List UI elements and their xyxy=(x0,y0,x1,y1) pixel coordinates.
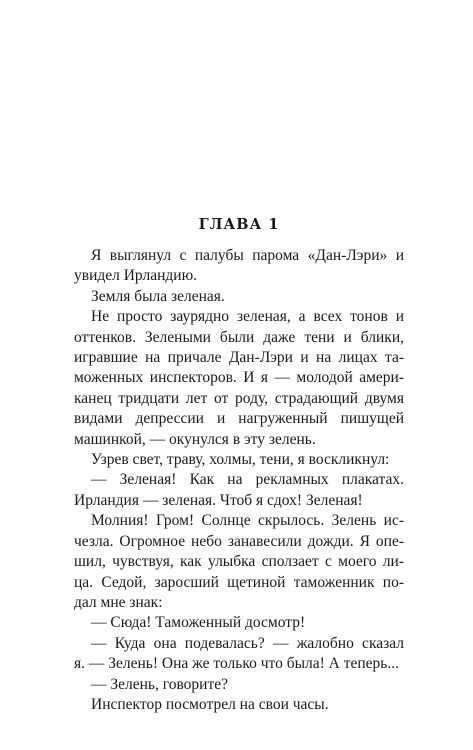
text-line: моженных инспекторов. И я — молодой амери- xyxy=(74,369,404,387)
paragraph xyxy=(74,470,404,511)
text-line: канец тридцати лет от роду, страдающий двумя xyxy=(74,389,404,407)
text-line: увидел Ирландию. xyxy=(74,267,198,285)
text-line: чезла. Огромное небо занавесили дожди. Я опе- xyxy=(74,532,404,550)
chapter-title: ГЛАВА 1 xyxy=(198,216,280,233)
text-line: дал мне знак: xyxy=(74,593,163,611)
text-line: Я выглянул с палубы парома «Дан-Лэри» и xyxy=(91,247,404,264)
text-line: — Зелень, говорите? xyxy=(91,675,229,693)
text-line: оттенков. Зелеными были даже тени и блики, xyxy=(74,328,404,346)
paragraph xyxy=(74,695,404,715)
text-line: ца. Седой, заросший щетиной таможенник по- xyxy=(74,573,404,591)
text-line: — Сюда! Таможенный досмотр! xyxy=(91,614,306,632)
text-line: Молния! Гром! Солнце скрылось. Зелень ис- xyxy=(91,512,404,530)
paragraph xyxy=(74,511,404,613)
text-line: машинкой, — окунулся в эту зелень. xyxy=(74,430,316,448)
text-line: Узрев свет, траву, холмы, тени, я воскликнул: xyxy=(91,451,390,469)
text-line: Ирландия — зеленая. Чтоб я сдох! Зеленая! xyxy=(74,491,363,509)
text-line: Инспектор посмотрел на свои часы. xyxy=(91,695,329,713)
text-line: — Куда она подевалась? — жалобно сказал xyxy=(91,634,404,652)
paragraph xyxy=(74,675,404,695)
text-line: Не просто заурядно зеленая, а всех тонов и xyxy=(91,308,404,326)
paragraph xyxy=(74,287,404,307)
text-line: — Зеленая! Как на рекламных плакатах. xyxy=(91,471,404,489)
text-line: игравшие на причале Дан-Лэри и на лицах та- xyxy=(74,349,404,367)
paragraph xyxy=(74,613,404,633)
paragraph xyxy=(74,450,404,470)
paragraph xyxy=(74,246,404,287)
paragraph xyxy=(74,634,404,675)
text-line: видами депрессии и нагруженный пишущей xyxy=(74,410,404,428)
text-line: я. — Зелень! Она же только что была! А теперь... xyxy=(74,655,399,673)
chapter-text xyxy=(74,246,404,715)
text-line: шил, чувствуя, как улыбка сползает с моего ли- xyxy=(74,553,404,571)
text-line: Земля была зеленая. xyxy=(91,287,225,305)
book-page xyxy=(74,0,404,750)
paragraph xyxy=(74,307,404,450)
